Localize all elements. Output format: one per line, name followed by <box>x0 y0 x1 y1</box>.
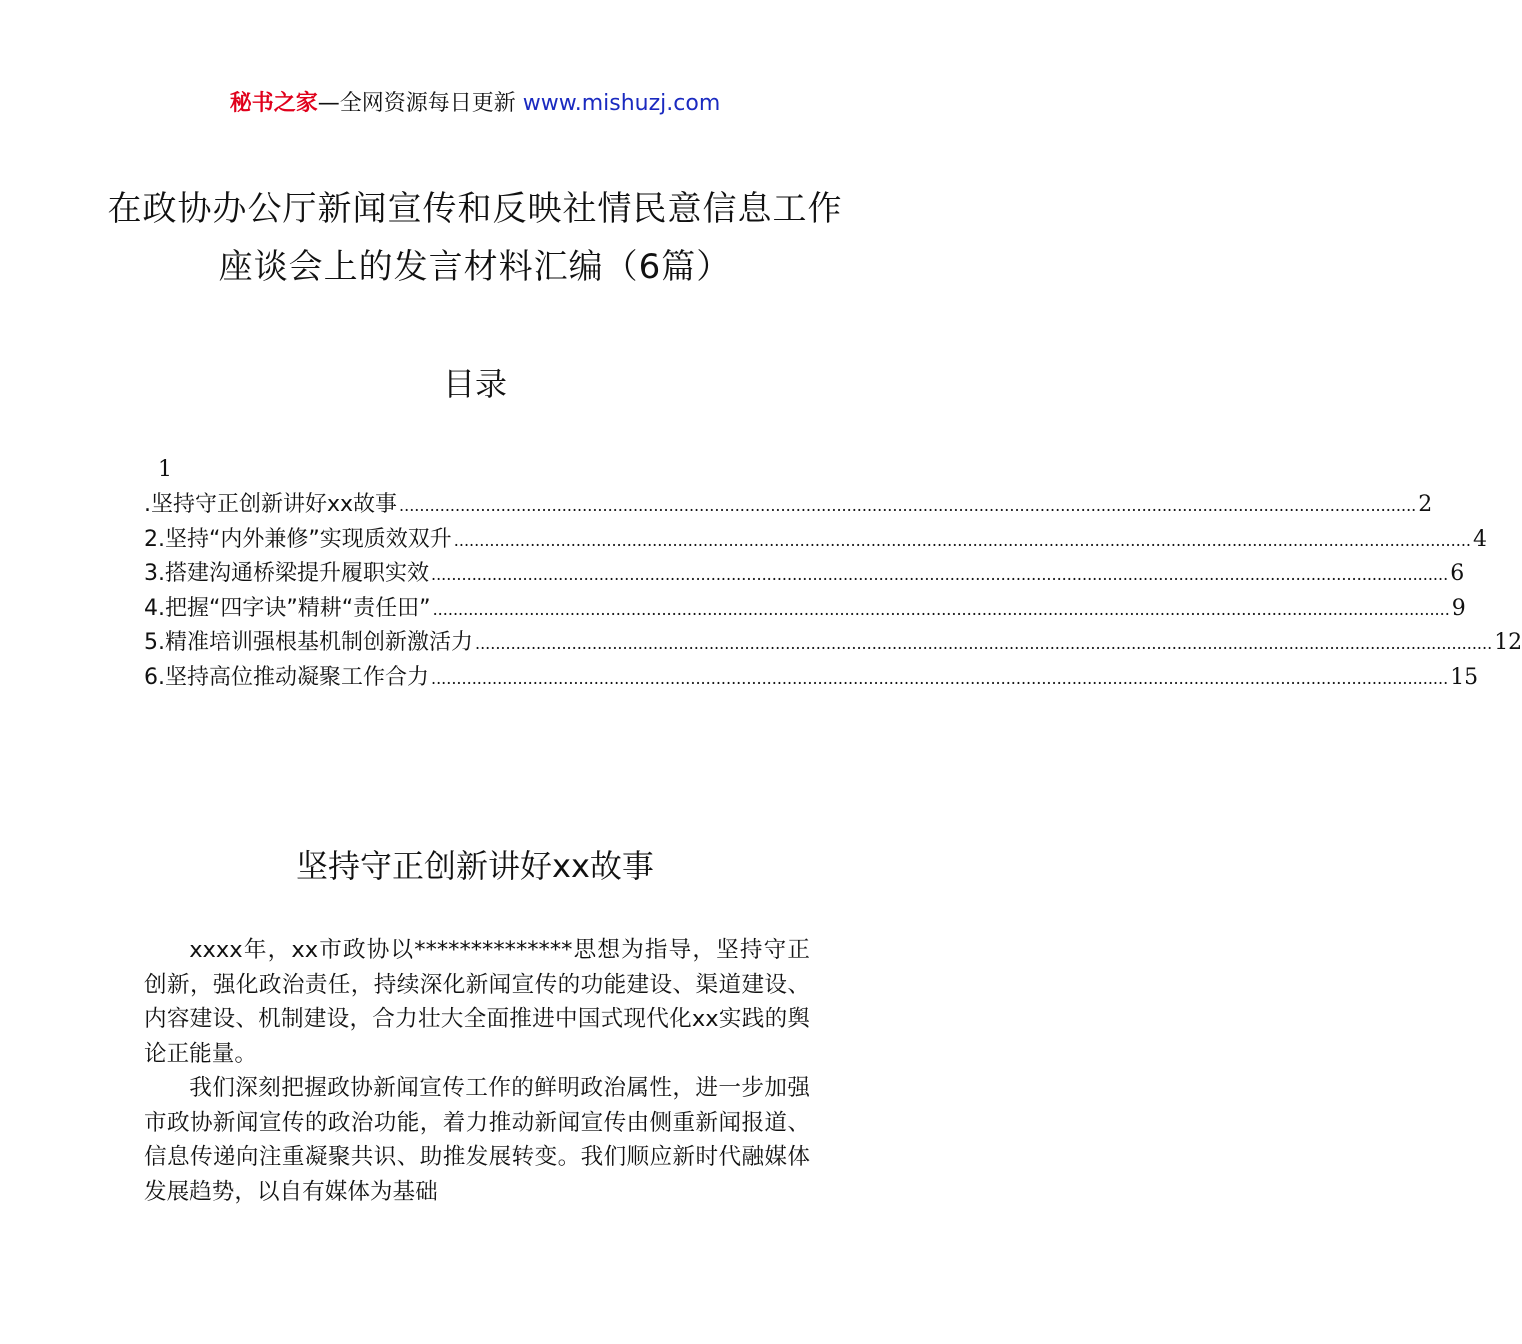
site-banner <box>0 86 950 122</box>
toc-heading: 目录 <box>442 365 507 403</box>
toc-entry-label: 6.坚持高位推动凝聚工作合力 <box>144 664 429 690</box>
toc-entry[interactable] <box>144 626 1522 661</box>
toc-entry-label: 5.精准培训强根基机制创新激活力 <box>144 630 473 656</box>
body-paragraph: 我们深刻把握政协新闻宣传工作的鲜明政治属性，进一步加强市政协新闻宣传的政治功能，着力推动新闻宣传由侧重新闻报道、信息传递向注重凝聚共识、助推发展转变。我们顺应新时代融媒体发展趋势，以自有媒体为基础 <box>144 1075 810 1205</box>
toc-first-number: 1 <box>158 457 172 482</box>
toc-entry[interactable] <box>144 557 1465 592</box>
toc-entry-page: 9 <box>1451 595 1466 621</box>
table-of-contents <box>144 488 1522 696</box>
document-title: 在政协办公厅新闻宣传和反映社情民意信息工作座谈会上的发言材料汇编（6篇） <box>107 189 843 287</box>
toc-entry-label: 4.把握“四字诀”精耕“责任田” <box>144 595 431 621</box>
toc-leader-dots: ........................................................................................................................................................................................................ <box>431 668 1449 688</box>
banner-slogan: —全网资源每日更新 <box>317 91 523 116</box>
body-paragraph: xxxx年，xx市政协以**************思想为指导，坚持守正创新，强化政治责任，持续深化新闻宣传的功能建设、渠道建设、内容建设、机制建设，合力壮大全面推进中国式现代化xx实践的舆论正能量。 <box>144 937 810 1067</box>
section-body <box>144 933 810 1209</box>
banner-brand: 秘书之家 <box>229 91 318 116</box>
toc-entry-label: 3.搭建沟通桥梁提升履职实效 <box>144 561 429 587</box>
toc-entry[interactable] <box>144 592 1466 627</box>
section-title: 坚持守正创新讲好xx故事 <box>296 847 654 885</box>
toc-entry-label: 2.坚持“内外兼修”实现质效双升 <box>144 526 452 552</box>
banner-url[interactable]: www.mishuzj.com <box>522 91 721 116</box>
toc-entry[interactable] <box>144 661 1479 696</box>
toc-leader-dots: ........................................................................................................................................................................................................ <box>453 530 1471 550</box>
toc-entry-page: 12 <box>1494 630 1522 656</box>
toc-entry-label: .坚持守正创新讲好xx故事 <box>144 492 398 517</box>
toc-entry-page: 6 <box>1450 561 1465 587</box>
toc-leader-dots: ........................................................................................................................................................................................................ <box>399 496 1417 515</box>
toc-entry-page: 2 <box>1418 492 1433 517</box>
toc-entry-page: 15 <box>1450 664 1479 690</box>
toc-leader-dots: ........................................................................................................................................................................................................ <box>475 634 1493 654</box>
toc-entry[interactable] <box>144 488 1433 523</box>
toc-leader-dots: ........................................................................................................................................................................................................ <box>432 599 1450 619</box>
toc-entry-page: 4 <box>1472 526 1487 552</box>
toc-entry[interactable] <box>144 523 1487 558</box>
toc-leader-dots: ........................................................................................................................................................................................................ <box>431 565 1449 585</box>
